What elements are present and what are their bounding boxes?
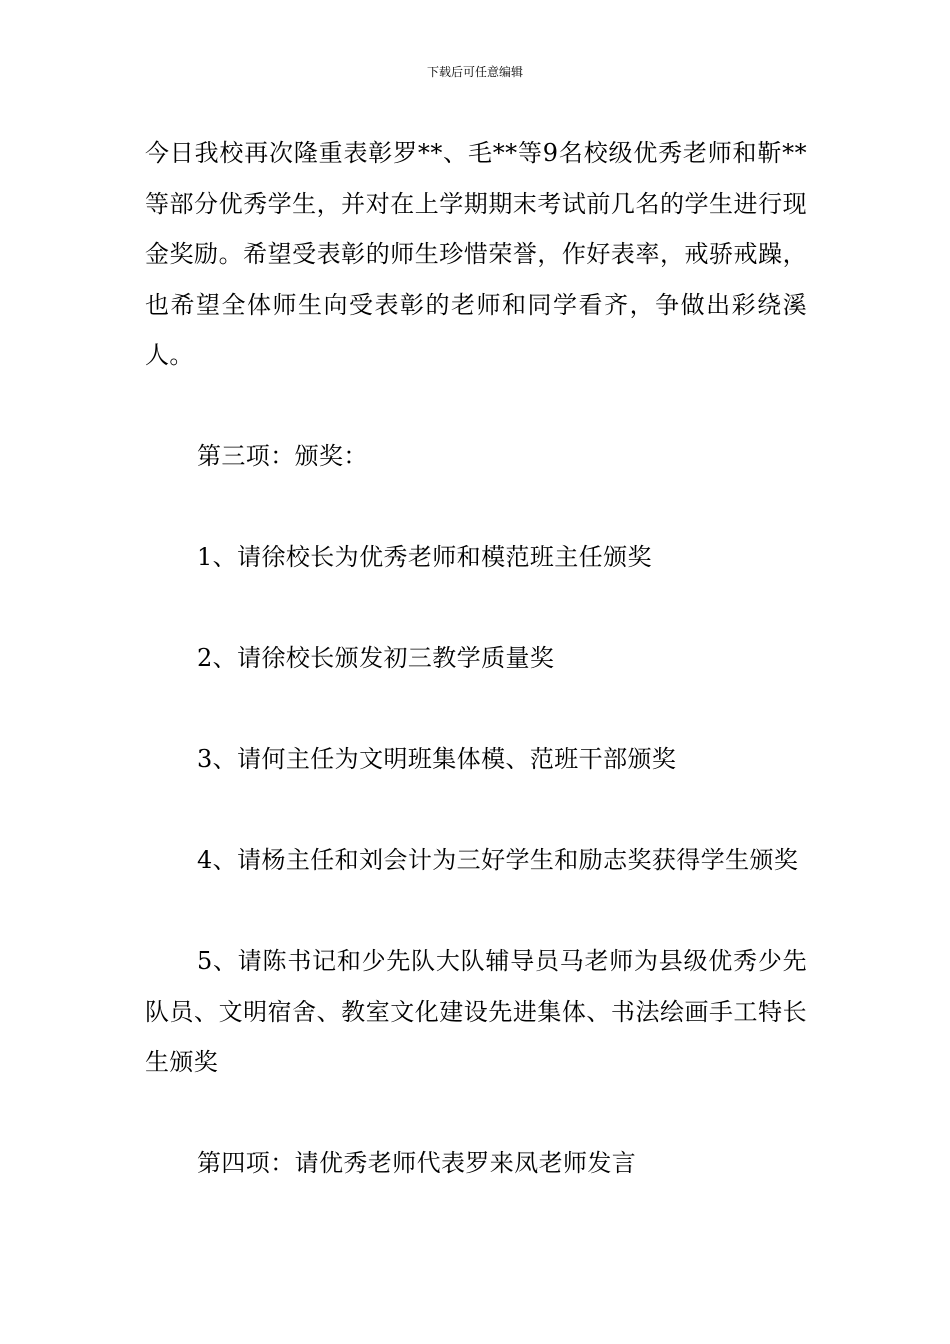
- paragraph-award-1: 1、请徐校长为优秀老师和模范班主任颁奖: [197, 543, 652, 571]
- header-note: 下载后可任意编辑: [426, 65, 523, 79]
- paragraph-commendation: 今日我校再次隆重表彰罗**、毛**等9名校级优秀老师和靳**等部分优秀学生，并对在上学期期末考试前几名的学生进行现金奖励。希望受表彰的师生珍惜荣誉，作好表率，戒骄戒躁，也希望全体师生向受表彰的老师和同学看齐，争做出彩绕溪人。: [145, 139, 807, 369]
- paragraph-item-three-heading: 第三项：颁奖：: [197, 442, 368, 470]
- paragraph-item-four: 第四项：请优秀老师代表罗来凤老师发言: [197, 1149, 637, 1177]
- document-body: [145, 128, 807, 1189]
- paragraph-award-2: 2、请徐校长颁发初三教学质量奖: [197, 644, 555, 672]
- paragraph-award-5: 5、请陈书记和少先队大队辅导员马老师为县级优秀少先队员、文明宿舍、教室文化建设先进集体、书法绘画手工特长生颁奖: [145, 947, 807, 1076]
- paragraph-award-3: 3、请何主任为文明班集体模、范班干部颁奖: [197, 745, 677, 773]
- paragraph-award-4: 4、请杨主任和刘会计为三好学生和励志奖获得学生颁奖: [197, 846, 799, 874]
